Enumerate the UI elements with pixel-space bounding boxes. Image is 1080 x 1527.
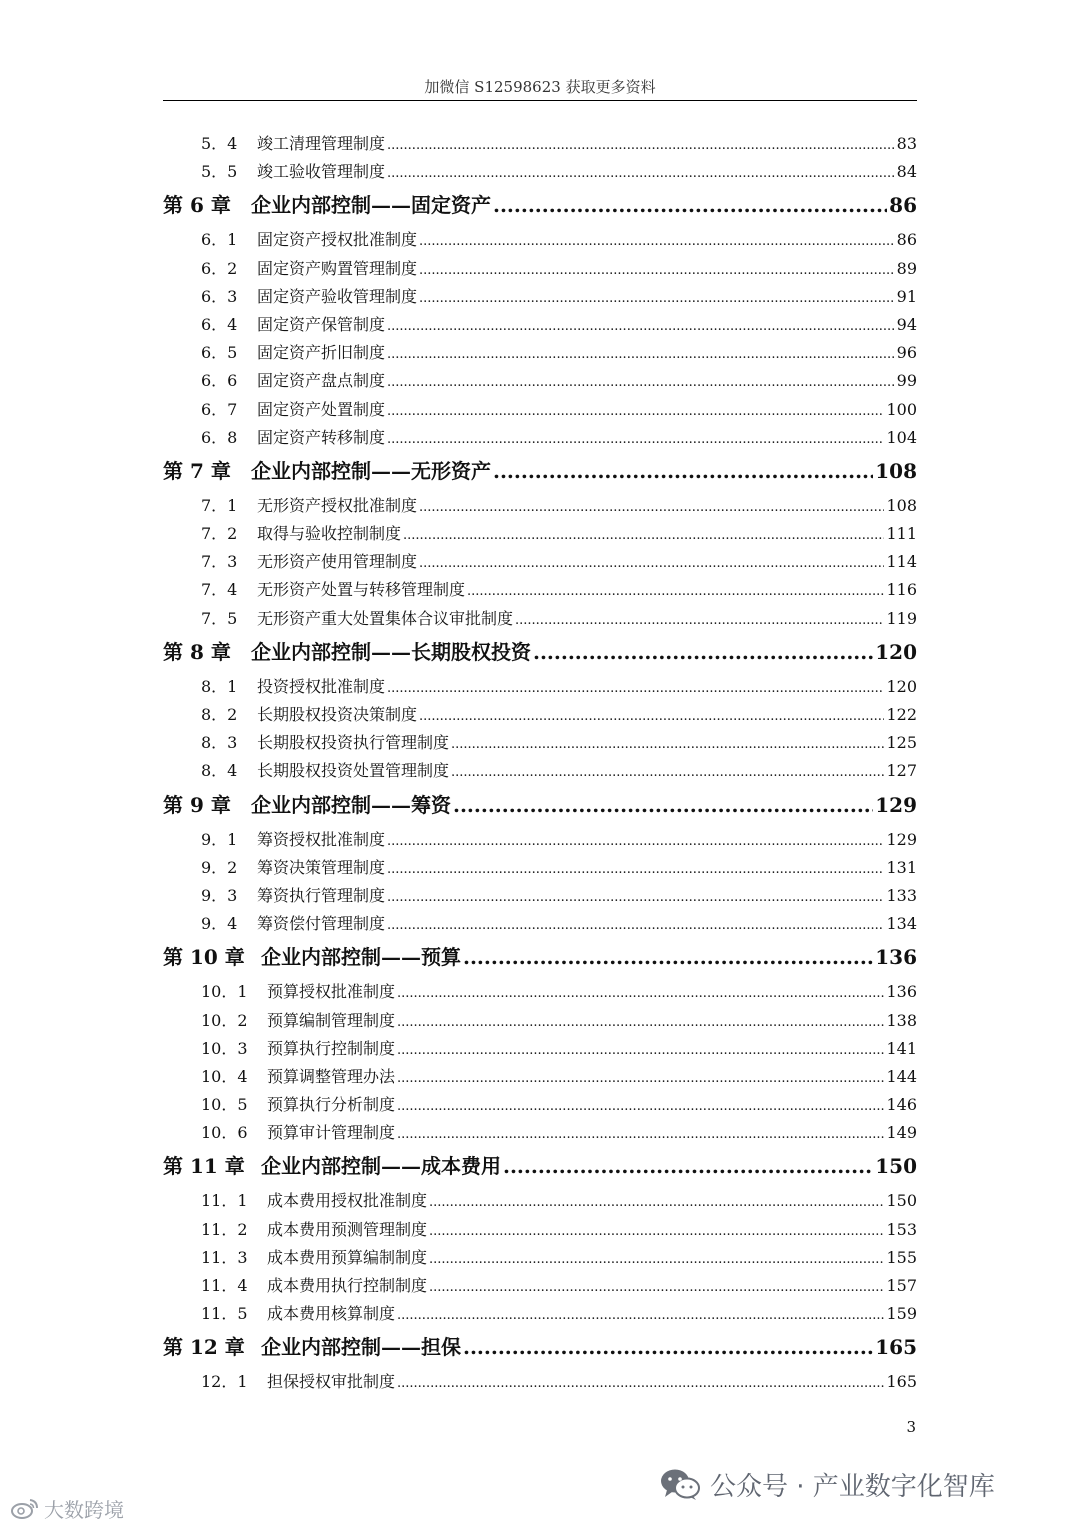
- toc-chapter-entry[interactable]: [163, 1329, 917, 1369]
- section-title: 长期股权投资执行管理制度: [257, 733, 450, 753]
- toc-page-number: 157: [886, 1276, 917, 1295]
- toc-page-number: 119: [886, 608, 917, 628]
- toc-page-number: 120: [875, 639, 917, 664]
- dot-leader: [429, 1276, 884, 1295]
- section-number: 8．3: [201, 733, 238, 753]
- toc-section-entry[interactable]: [163, 227, 917, 255]
- dot-leader: [429, 1220, 884, 1239]
- section-number: 10．1: [201, 982, 248, 1002]
- chapter-title: 企业内部控制——固定资产: [251, 193, 491, 218]
- toc-section-entry[interactable]: [163, 1008, 917, 1036]
- toc-page-number: 108: [875, 458, 917, 483]
- chapter-title: 企业内部控制——筹资: [251, 792, 451, 817]
- toc-page-number: 150: [886, 1191, 917, 1211]
- chapter-number: 第 8 章: [163, 639, 231, 664]
- chapter-number: 第 9 章: [163, 792, 231, 817]
- dot-leader: [387, 886, 884, 905]
- section-number: 6．5: [201, 343, 238, 363]
- toc-chapter-entry[interactable]: [163, 787, 917, 827]
- toc-page-number: 155: [886, 1247, 917, 1267]
- section-title: 竣工清理管理制度: [257, 134, 386, 153]
- toc-page-number: 99: [896, 371, 917, 391]
- section-number: 11．5: [201, 1304, 248, 1324]
- dot-leader: [387, 400, 884, 419]
- section-title: 竣工验收管理制度: [257, 162, 386, 182]
- section-title: 预算执行分析制度: [267, 1095, 396, 1115]
- toc-chapter-entry[interactable]: [163, 1148, 917, 1188]
- toc-page-number: 159: [886, 1304, 917, 1324]
- toc-page-number: 100: [886, 399, 917, 419]
- section-title: 固定资产授权批准制度: [257, 230, 418, 250]
- toc-section-entry[interactable]: [163, 256, 917, 284]
- toc-page-number: 136: [886, 982, 917, 1002]
- toc-section-entry[interactable]: [163, 1245, 917, 1273]
- dot-leader: [397, 1095, 884, 1114]
- toc-page-number: 91: [896, 286, 917, 306]
- section-title: 成本费用预算编制制度: [267, 1247, 428, 1267]
- section-number: 5．5: [201, 162, 238, 182]
- section-title: 固定资产验收管理制度: [257, 286, 418, 306]
- dot-leader: [387, 315, 895, 334]
- section-title: 成本费用预测管理制度: [267, 1219, 428, 1239]
- dot-leader: [467, 580, 884, 599]
- toc-section-entry[interactable]: [163, 855, 917, 883]
- dot-leader: [397, 1067, 884, 1086]
- dot-leader: [533, 640, 873, 664]
- dot-leader: [397, 1304, 884, 1323]
- toc-section-entry[interactable]: [163, 979, 917, 1007]
- toc-chapter-entry[interactable]: [163, 453, 917, 493]
- toc-section-entry[interactable]: [163, 1301, 917, 1329]
- section-title: 固定资产盘点制度: [257, 371, 386, 391]
- toc-chapter-entry[interactable]: [163, 939, 917, 979]
- toc-section-entry[interactable]: [163, 1369, 917, 1397]
- section-number: 6．1: [201, 230, 238, 250]
- section-title: 长期股权投资决策制度: [257, 705, 418, 724]
- section-title: 预算编制管理制度: [267, 1010, 396, 1030]
- dot-leader: [419, 230, 895, 249]
- toc-section-entry[interactable]: [163, 730, 917, 758]
- toc-page-number: 136: [875, 945, 917, 970]
- wechat-watermark: [660, 1466, 995, 1502]
- section-number: 10．4: [201, 1066, 248, 1086]
- dot-leader: [453, 793, 873, 817]
- toc-page-number: 133: [886, 885, 917, 905]
- section-title: 预算授权批准制度: [267, 982, 396, 1002]
- toc-section-entry[interactable]: [163, 1092, 917, 1120]
- section-number: 8．2: [201, 705, 238, 724]
- dot-leader: [419, 496, 884, 515]
- chapter-title: 企业内部控制——无形资产: [251, 458, 491, 483]
- weibo-watermark: [10, 1494, 124, 1522]
- section-number: 11．2: [201, 1219, 248, 1239]
- section-number: 6．7: [201, 399, 238, 419]
- toc-page-number: 108: [886, 495, 917, 515]
- toc-page-number: 84: [896, 162, 917, 182]
- chapter-title: 企业内部控制——成本费用: [261, 1154, 501, 1179]
- chapter-number: 第 11 章: [163, 1154, 245, 1179]
- toc-section-entry[interactable]: [163, 883, 917, 911]
- section-number: 5．4: [201, 134, 238, 153]
- toc-page-number: 138: [886, 1010, 917, 1030]
- toc-page-number: 129: [886, 829, 917, 849]
- weibo-icon: [10, 1496, 40, 1520]
- toc-section-entry[interactable]: [163, 493, 917, 521]
- section-number: 9．2: [201, 857, 238, 877]
- toc-section-entry[interactable]: [163, 674, 917, 702]
- section-number: 6．2: [201, 258, 238, 278]
- chapter-number: 第 7 章: [163, 458, 231, 483]
- section-number: 8．1: [201, 676, 238, 696]
- toc-page-number: 144: [886, 1066, 917, 1086]
- section-number: 7．3: [201, 552, 238, 572]
- header-rule: [163, 100, 917, 101]
- dot-leader: [451, 761, 884, 780]
- toc-section-entry[interactable]: [163, 1036, 917, 1064]
- section-title: 成本费用授权批准制度: [267, 1191, 428, 1211]
- toc-section-entry[interactable]: [163, 340, 917, 368]
- toc-page-number: 114: [886, 552, 917, 572]
- section-title: 长期股权投资处置管理制度: [257, 761, 450, 781]
- toc-page-number: 165: [886, 1372, 917, 1392]
- section-title: 无形资产重大处置集体合议审批制度: [257, 608, 514, 628]
- toc-page-number: 86: [896, 230, 917, 250]
- toc-page-number: 141: [886, 1038, 917, 1058]
- dot-leader: [387, 830, 884, 849]
- toc-page-number: 104: [886, 427, 917, 447]
- section-title: 筹资执行管理制度: [257, 885, 386, 905]
- chapter-number: 第 10 章: [163, 945, 245, 970]
- section-number: 6．4: [201, 314, 238, 334]
- toc-page-number: 129: [875, 792, 917, 817]
- toc-section-entry[interactable]: [163, 312, 917, 340]
- toc-page-number: 149: [886, 1123, 917, 1143]
- section-title: 固定资产处置制度: [257, 399, 386, 419]
- toc-section-entry[interactable]: [163, 397, 917, 425]
- dot-leader: [493, 459, 873, 483]
- section-number: 9．4: [201, 914, 238, 934]
- dot-leader: [387, 858, 884, 877]
- section-title: 固定资产保管制度: [257, 314, 386, 334]
- section-title: 投资授权批准制度: [257, 676, 386, 696]
- table-of-contents: [163, 131, 917, 1398]
- section-title: 固定资产购置管理制度: [257, 258, 418, 278]
- dot-leader: [451, 733, 884, 752]
- dot-leader: [419, 287, 895, 306]
- section-title: 固定资产转移制度: [257, 427, 386, 447]
- dot-leader: [503, 1154, 873, 1178]
- chapter-title: 企业内部控制——预算: [261, 945, 461, 970]
- dot-leader: [463, 1335, 873, 1359]
- section-number: 11．3: [201, 1247, 248, 1267]
- toc-page-number: 86: [889, 193, 917, 218]
- section-number: 11．1: [201, 1191, 248, 1211]
- weibo-watermark-text: 大数跨境: [44, 1497, 124, 1522]
- toc-section-entry[interactable]: [163, 758, 917, 786]
- toc-page-number: 125: [886, 733, 917, 753]
- section-title: 担保授权审批制度: [267, 1372, 396, 1392]
- toc-section-entry[interactable]: [163, 1064, 917, 1092]
- dot-leader: [429, 1191, 884, 1210]
- toc-page-number: 111: [886, 524, 917, 544]
- section-number: 11．4: [201, 1276, 248, 1295]
- section-title: 预算审计管理制度: [267, 1123, 396, 1143]
- section-number: 6．6: [201, 371, 238, 391]
- toc-page-number: 127: [886, 761, 917, 781]
- toc-section-entry[interactable]: [163, 1217, 917, 1245]
- dot-leader: [429, 1248, 884, 1267]
- section-title: 筹资偿付管理制度: [257, 914, 386, 934]
- toc-section-entry[interactable]: [163, 284, 917, 312]
- toc-page-number: 165: [875, 1335, 917, 1360]
- section-title: 预算执行控制制度: [267, 1038, 396, 1058]
- section-number: 10．6: [201, 1123, 248, 1143]
- chapter-title: 企业内部控制——担保: [261, 1335, 461, 1360]
- section-title: 筹资授权批准制度: [257, 829, 386, 849]
- dot-leader: [515, 609, 884, 628]
- chapter-title: 企业内部控制——长期股权投资: [251, 639, 531, 664]
- toc-section-entry[interactable]: [163, 827, 917, 855]
- dot-leader: [419, 705, 884, 724]
- section-number: 7．1: [201, 495, 238, 515]
- toc-section-entry[interactable]: [163, 159, 917, 187]
- dot-leader: [463, 945, 873, 969]
- toc-page-number: 153: [886, 1219, 917, 1239]
- dot-leader: [493, 193, 887, 217]
- dot-leader: [387, 343, 895, 362]
- wechat-icon: [660, 1467, 700, 1501]
- toc-page-number: 96: [896, 343, 917, 363]
- chapter-number: 第 12 章: [163, 1335, 245, 1360]
- toc-section-entry[interactable]: [163, 606, 917, 634]
- section-number: 8．4: [201, 761, 238, 781]
- toc-chapter-entry[interactable]: [163, 187, 917, 227]
- toc-page-number: 122: [886, 705, 917, 724]
- toc-page-number: 150: [875, 1154, 917, 1179]
- toc-section-entry[interactable]: [163, 521, 917, 549]
- toc-chapter-entry[interactable]: [163, 634, 917, 674]
- toc-page-number: 134: [886, 914, 917, 934]
- toc-section-entry[interactable]: [163, 549, 917, 577]
- toc-page-number: 89: [896, 258, 917, 278]
- section-number: 6．8: [201, 427, 238, 447]
- section-title: 取得与验收控制制度: [257, 524, 402, 544]
- dot-leader: [397, 1123, 884, 1142]
- dot-leader: [387, 371, 895, 390]
- section-number: 10．2: [201, 1010, 248, 1030]
- toc-section-entry[interactable]: [163, 1188, 917, 1216]
- section-number: 9．1: [201, 829, 238, 849]
- dot-leader: [419, 259, 895, 278]
- page-number: 3: [906, 1418, 916, 1436]
- section-title: 预算调整管理办法: [267, 1066, 396, 1086]
- page-header: 加微信 S12598623 获取更多资料: [424, 78, 656, 96]
- section-title: 无形资产使用管理制度: [257, 552, 418, 572]
- toc-section-entry[interactable]: [163, 131, 917, 159]
- wechat-watermark-text: 公众号 · 产业数字化智库: [710, 1471, 995, 1502]
- toc-section-entry[interactable]: [163, 425, 917, 453]
- toc-section-entry[interactable]: [163, 577, 917, 605]
- dot-leader: [397, 1039, 884, 1058]
- dot-leader: [397, 1011, 884, 1030]
- section-number: 7．2: [201, 524, 238, 544]
- toc-section-entry[interactable]: [163, 911, 917, 939]
- dot-leader: [419, 552, 884, 571]
- section-title: 成本费用执行控制制度: [267, 1276, 428, 1295]
- dot-leader: [403, 524, 884, 543]
- toc-page-number: 131: [886, 857, 917, 877]
- dot-leader: [387, 162, 895, 181]
- section-number: 12．1: [201, 1372, 248, 1392]
- dot-leader: [397, 1372, 884, 1391]
- section-number: 6．3: [201, 286, 238, 306]
- chapter-number: 第 6 章: [163, 193, 231, 218]
- section-number: 9．3: [201, 885, 238, 905]
- section-title: 成本费用核算制度: [267, 1304, 396, 1324]
- section-title: 筹资决策管理制度: [257, 857, 386, 877]
- toc-page-number: 94: [896, 314, 917, 334]
- toc-page-number: 146: [886, 1095, 917, 1115]
- toc-section-entry[interactable]: [163, 702, 917, 730]
- section-number: 10．5: [201, 1095, 248, 1115]
- toc-section-entry[interactable]: [163, 1273, 917, 1301]
- section-number: 7．5: [201, 608, 238, 628]
- dot-leader: [387, 914, 884, 933]
- toc-page-number: 116: [886, 580, 917, 600]
- toc-page-number: 83: [896, 134, 917, 153]
- dot-leader: [387, 428, 884, 447]
- section-title: 无形资产处置与转移管理制度: [257, 580, 466, 600]
- section-title: 固定资产折旧制度: [257, 343, 386, 363]
- toc-page-number: 120: [886, 676, 917, 696]
- section-number: 7．4: [201, 580, 238, 600]
- toc-section-entry[interactable]: [163, 1120, 917, 1148]
- toc-section-entry[interactable]: [163, 368, 917, 396]
- dot-leader: [397, 982, 884, 1001]
- section-number: 10．3: [201, 1038, 248, 1058]
- dot-leader: [387, 677, 884, 696]
- dot-leader: [387, 134, 895, 153]
- section-title: 无形资产授权批准制度: [257, 495, 418, 515]
